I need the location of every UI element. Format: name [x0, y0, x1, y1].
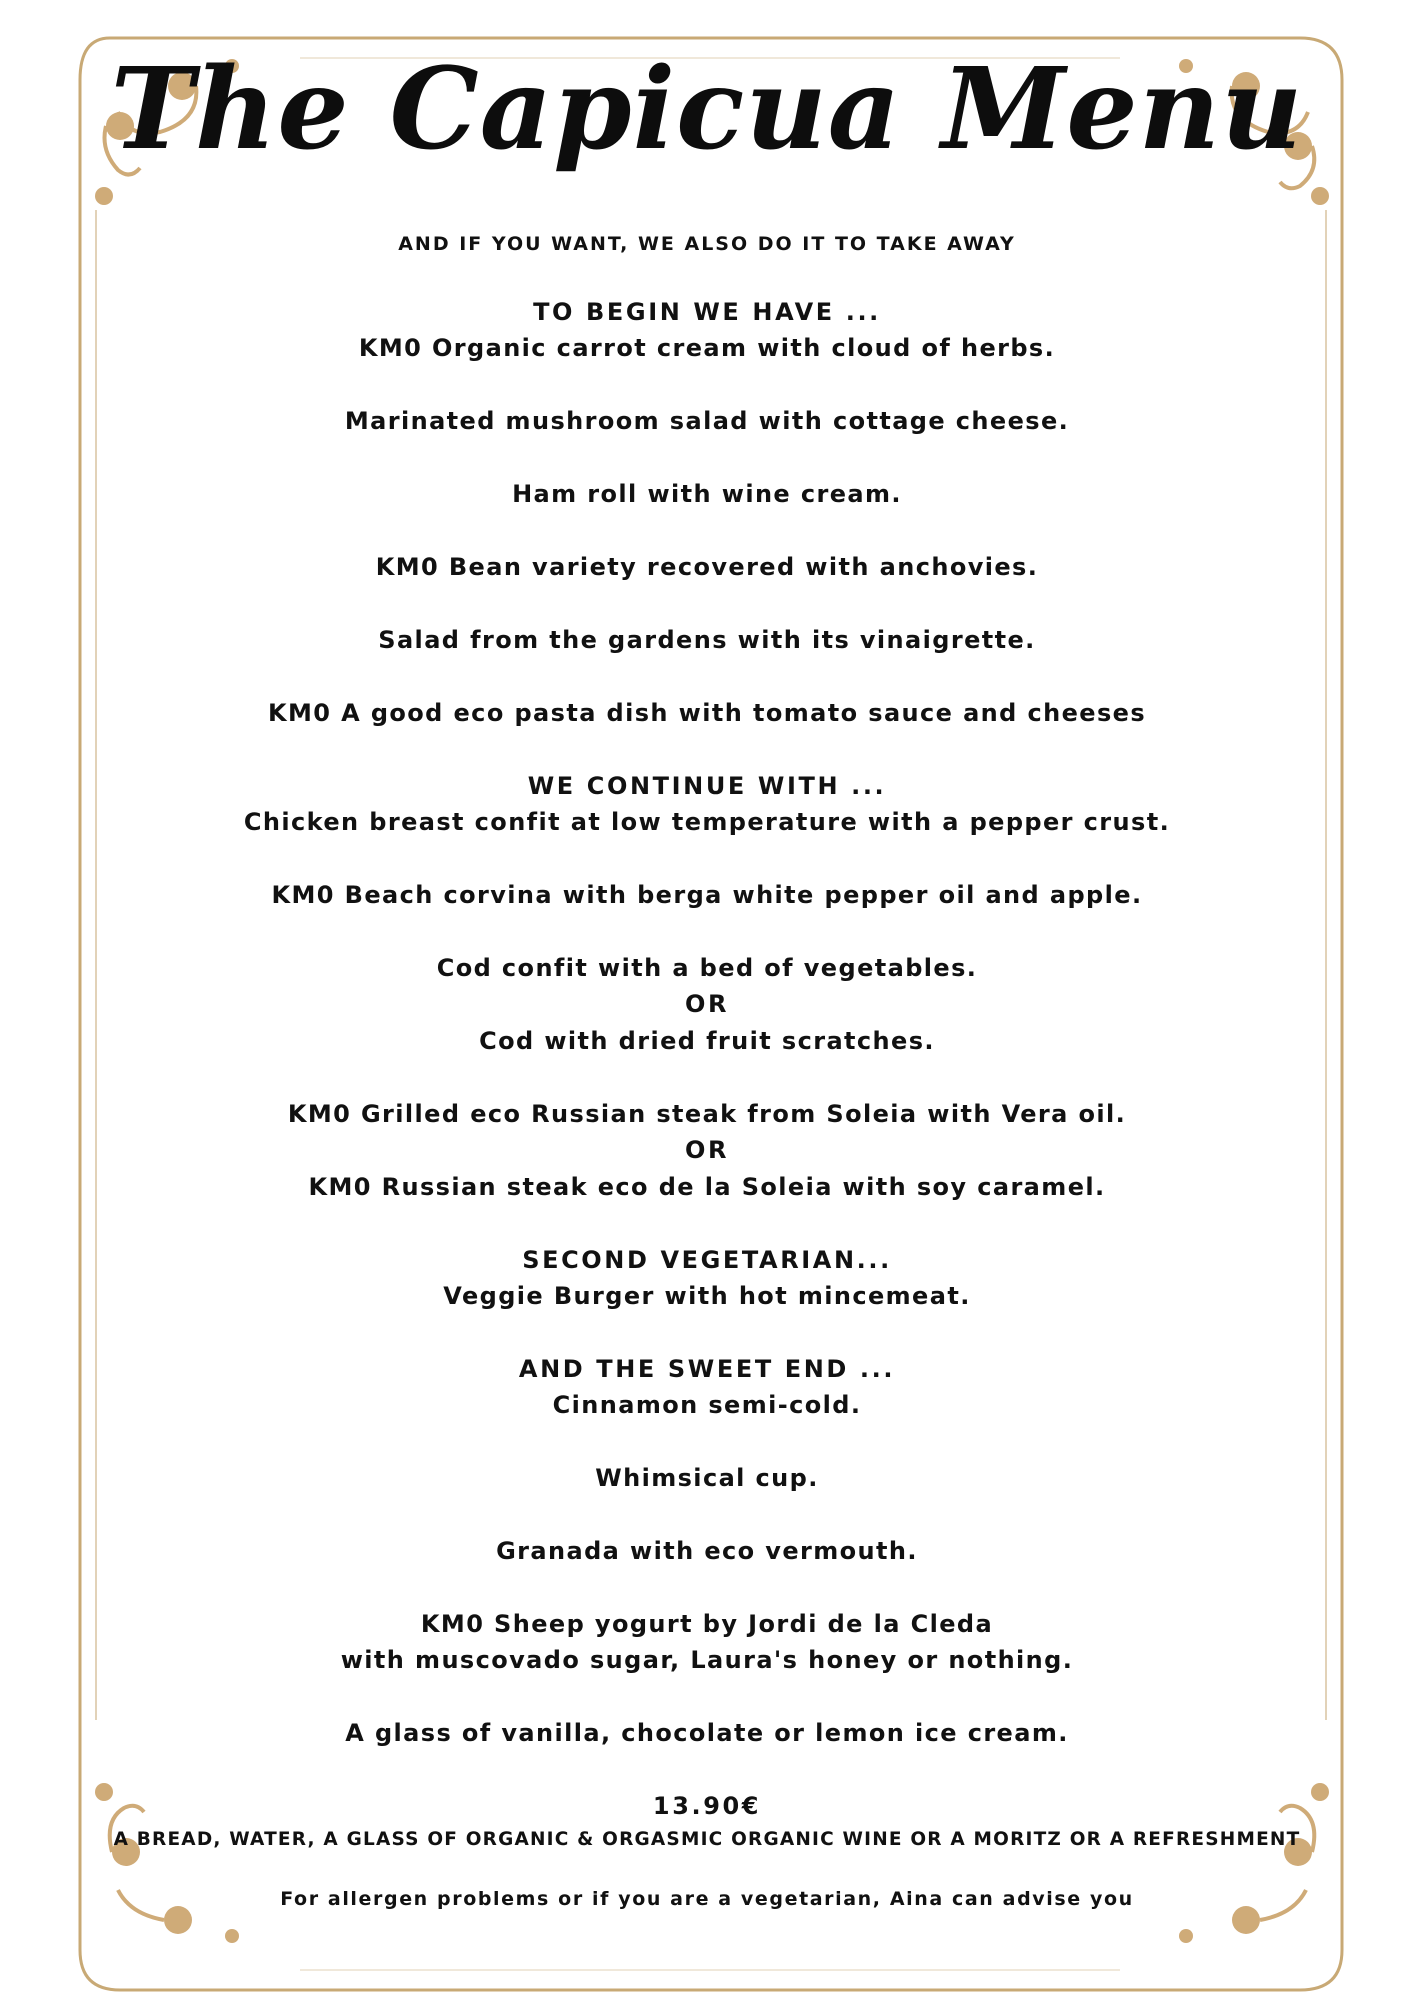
- menu-item: A glass of vanilla, chocolate or lemon ice cream.: [345, 1719, 1069, 1747]
- menu-item: KM0 Organic carrot cream with cloud of herbs.: [358, 334, 1056, 362]
- allergen-note: For allergen problems or if you are a vegetarian, Aina can advise you: [280, 1888, 1134, 1910]
- menu-item: Chicken breast confit at low temperature with a pepper crust.: [243, 808, 1171, 836]
- starters-heading: TO BEGIN WE HAVE ...: [533, 298, 881, 326]
- menu-item: Cinnamon semi-cold.: [552, 1391, 862, 1419]
- menu-item: Ham roll with wine cream.: [512, 480, 902, 508]
- menu-item: KM0 Beach corvina with berga white pepper oil and apple.: [271, 881, 1143, 909]
- takeaway-note: AND IF YOU WANT, WE ALSO DO IT TO TAKE AWAY: [398, 233, 1016, 255]
- menu-item: KM0 A good eco pasta dish with tomato sauce and cheeses: [267, 699, 1147, 727]
- menu-item: Granada with eco vermouth.: [496, 1537, 918, 1565]
- menu-item: KM0 Grilled eco Russian steak from Soleia with Vera oil.: [287, 1100, 1127, 1128]
- menu-title: The Capicua Menu: [110, 44, 1304, 175]
- or-separator: OR: [684, 1136, 730, 1164]
- menu-item: KM0 Sheep yogurt by Jordi de la Cleda: [420, 1610, 994, 1638]
- menu-item: Marinated mushroom salad with cottage cheese.: [344, 407, 1070, 435]
- menu-item: Veggie Burger with hot mincemeat.: [443, 1282, 971, 1310]
- mains-heading: WE CONTINUE WITH ...: [527, 772, 887, 800]
- vegetarian-heading: SECOND VEGETARIAN...: [522, 1246, 892, 1274]
- menu-item: Cod with dried fruit scratches.: [479, 1027, 935, 1055]
- menu-item: with muscovado sugar, Laura's honey or nothing.: [340, 1646, 1074, 1674]
- menu-item: Whimsical cup.: [595, 1464, 819, 1492]
- desserts-heading: AND THE SWEET END ...: [518, 1355, 896, 1383]
- includes-note: A BREAD, WATER, A GLASS OF ORGANIC & ORGASMIC ORGANIC WINE OR A MORITZ OR A REFRESHMENT: [113, 1829, 1301, 1850]
- menu-item: Salad from the gardens with its vinaigrette.: [378, 626, 1036, 654]
- menu-item: KM0 Russian steak eco de la Soleia with soy caramel.: [308, 1173, 1106, 1201]
- price: 13.90€: [652, 1792, 762, 1820]
- menu-item: Cod confit with a bed of vegetables.: [436, 954, 978, 982]
- or-separator: OR: [684, 990, 730, 1018]
- menu-item: KM0 Bean variety recovered with anchovies.: [375, 553, 1039, 581]
